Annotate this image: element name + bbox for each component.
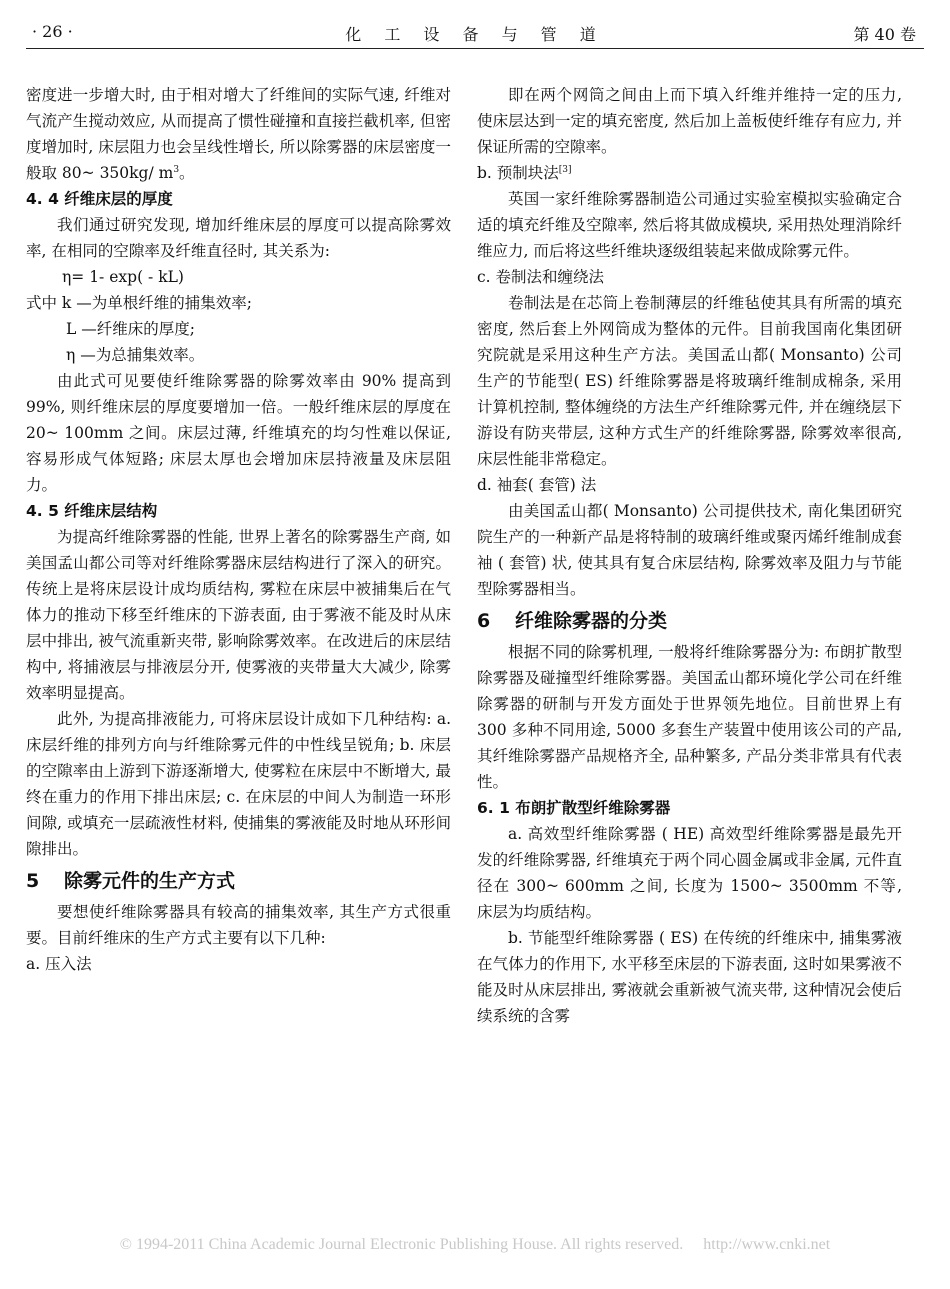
- section-heading-6-1: 6. 1 布朗扩散型纤维除雾器: [477, 799, 671, 817]
- section-heading-6: [477, 606, 902, 636]
- copyright-watermark: [0, 1236, 950, 1254]
- citation-ref: [3]: [558, 164, 572, 175]
- volume-label: 第 40 卷: [853, 25, 916, 44]
- paragraph: 我们通过研究发现, 增加纤维床层的厚度可以提高除雾效率, 在相同的空隙率及纤维直径时, 其关系为:: [26, 216, 451, 260]
- subsection-label-d: d. 袖套( 套管) 法: [477, 476, 597, 494]
- formula-legend-k: 式中 k —为单根纤维的捕集效率;: [26, 294, 252, 312]
- paragraph: 英国一家纤维除雾器制造公司通过实验室模拟实验确定合适的填充纤维及空隙率, 然后将其做成模块, 采用热处理消除纤维应力, 而后将这些纤维块逐级组装起来做成除雾元件。: [477, 190, 902, 260]
- running-header: [26, 20, 924, 49]
- paragraph: 由美国孟山都( Monsanto) 公司提供技术, 南化集团研究院生产的一种新产品是将特制的玻璃纤维或聚丙烯纤维制成套袖 ( 套管) 状, 使其具有复合床层结构, 除雾效率及阻力与节能型除雾器相当。: [477, 502, 902, 598]
- paragraph: [26, 82, 451, 186]
- formula-legend-eta: η —为总捕集效率。: [66, 346, 205, 364]
- paragraph: 由此式可见要使纤维除雾器的除雾效率由 90% 提高到 99%, 则纤维床层的厚度要增加一倍。一般纤维床层的厚度在 20~ 100mm 之间。床层过薄, 纤维填充的均匀性难以保证, 容易形成气体短路; 床层太厚也会增加床层持液量及床层阻力。: [26, 372, 451, 494]
- paragraph: 此外, 为提高排液能力, 可将床层设计成如下几种结构: a. 床层纤维的排列方向与纤维除雾元件的中性线呈锐角; b. 床层的空隙率由上游到下游逐渐增大, 使雾粒在床层中不断增大, 最终在重力的作用下排出床层; c. 在床层的中间人为制造一环形间隙, 或填充一层疏液性材料, 使捕集的雾液能及时地从环形间隙排出。: [26, 710, 451, 858]
- footer-url: http://www.cnki.net: [703, 1236, 831, 1253]
- left-column: [26, 82, 451, 977]
- section-title: 纤维除雾器的分类: [515, 610, 668, 632]
- page-number: · 26 ·: [32, 22, 73, 41]
- section-heading-5: [26, 866, 451, 896]
- subsection-label-c: c. 卷制法和缠绕法: [477, 268, 605, 286]
- section-number: 5: [26, 870, 40, 892]
- paragraph-end: 。: [179, 164, 195, 182]
- section-heading-4-5: 4. 5 纤维床层结构: [26, 502, 158, 520]
- formula-legend-l: L —纤维床的厚度;: [66, 320, 195, 338]
- paragraph-text: 密度进一步增大时, 由于相对增大了纤维间的实际气速, 纤维对气流产生搅动效应, 从而提高了惯性碰撞和直接拦截机率, 但密度增加时, 床层阻力也会呈线性增长, 所以除雾器的床层密度一般取 80~ 350kg/ m: [26, 86, 451, 182]
- copyright-text: © 1994-2011 China Academic Journal Electronic Publishing House. All rights reserved.: [119, 1236, 684, 1253]
- subsection-label-a: a. 压入法: [26, 955, 92, 973]
- paragraph: 卷制法是在芯筒上卷制薄层的纤维毡使其具有所需的填充密度, 然后套上外网筒成为整体的元件。目前我国南化集团研究院就是采用这种生产方法。美国孟山都( Monsanto) 公司生产的节能型( ES) 纤维除雾器是将玻璃纤维制成棉条, 采用计算机控制, 整体缠绕的方法生产纤维除雾元件, 并在缠绕层下游设有防夹带层, 这种方式生产的纤维除雾器, 除雾效率很高, 床层性能非常稳定。: [477, 294, 902, 468]
- subsection-text: b. 预制块法: [477, 164, 559, 182]
- paragraph: a. 高效型纤维除雾器 ( HE) 高效型纤维除雾器是最先开发的纤维除雾器, 纤维填充于两个同心圆金属或非金属, 元件直径在 300~ 600mm 之间, 长度为 1500~ 3500mm 不等, 床层为均质结构。: [477, 825, 902, 921]
- paragraph: 要想使纤维除雾器具有较高的捕集效率, 其生产方式很重要。目前纤维床的生产方式主要有以下几种:: [26, 903, 451, 947]
- section-number: 6: [477, 610, 491, 632]
- paragraph: 为提高纤维除雾器的性能, 世界上著名的除雾器生产商, 如美国孟山都公司等对纤维除雾器床层结构进行了深入的研究。传统上是将床层设计成均质结构, 雾粒在床层中被捕集后在气体力的推动下移至纤维床的下游表面, 由于雾液不能及时从床层中排出, 被气流重新夹带, 影响除雾效率。在改进后的床层结构中, 将捕液层与排液层分开, 使雾液的夹带量大大减少, 除雾效率明显提高。: [26, 528, 451, 702]
- paragraph: 根据不同的除雾机理, 一般将纤维除雾器分为: 布朗扩散型除雾器及碰撞型纤维除雾器。美国孟山都环境化学公司在纤维除雾器的研制与开发方面处于世界领先地位。目前世界上有 300 多种不同用途, 5000 多套生产装置中使用该公司的产品, 其纤维除雾器产品规格齐全, 品种繁多, 产品分类非常具有代表性。: [477, 643, 902, 791]
- section-title: 除雾元件的生产方式: [64, 870, 236, 892]
- journal-title: 化 工 设 备 与 管 道: [345, 25, 605, 44]
- section-heading-4-4: 4. 4 纤维床层的厚度: [26, 190, 173, 208]
- paragraph: b. 节能型纤维除雾器 ( ES) 在传统的纤维床中, 捕集雾液在气体力的作用下, 水平移至床层的下游表面, 这时如果雾液不能及时从床层排出, 雾液就会重新被气流夹带, 这种情况会使后续系统的含雾: [477, 929, 902, 1025]
- paragraph: 即在两个网筒之间由上而下填入纤维并维持一定的压力, 使床层达到一定的填充密度, 然后加上盖板使纤维存有应力, 并保证所需的空隙率。: [477, 86, 902, 156]
- subsection-label-b: [477, 160, 902, 186]
- formula: η= 1- exp( - kL): [62, 268, 184, 286]
- superscript: 3: [173, 164, 180, 175]
- right-column: [477, 82, 902, 1029]
